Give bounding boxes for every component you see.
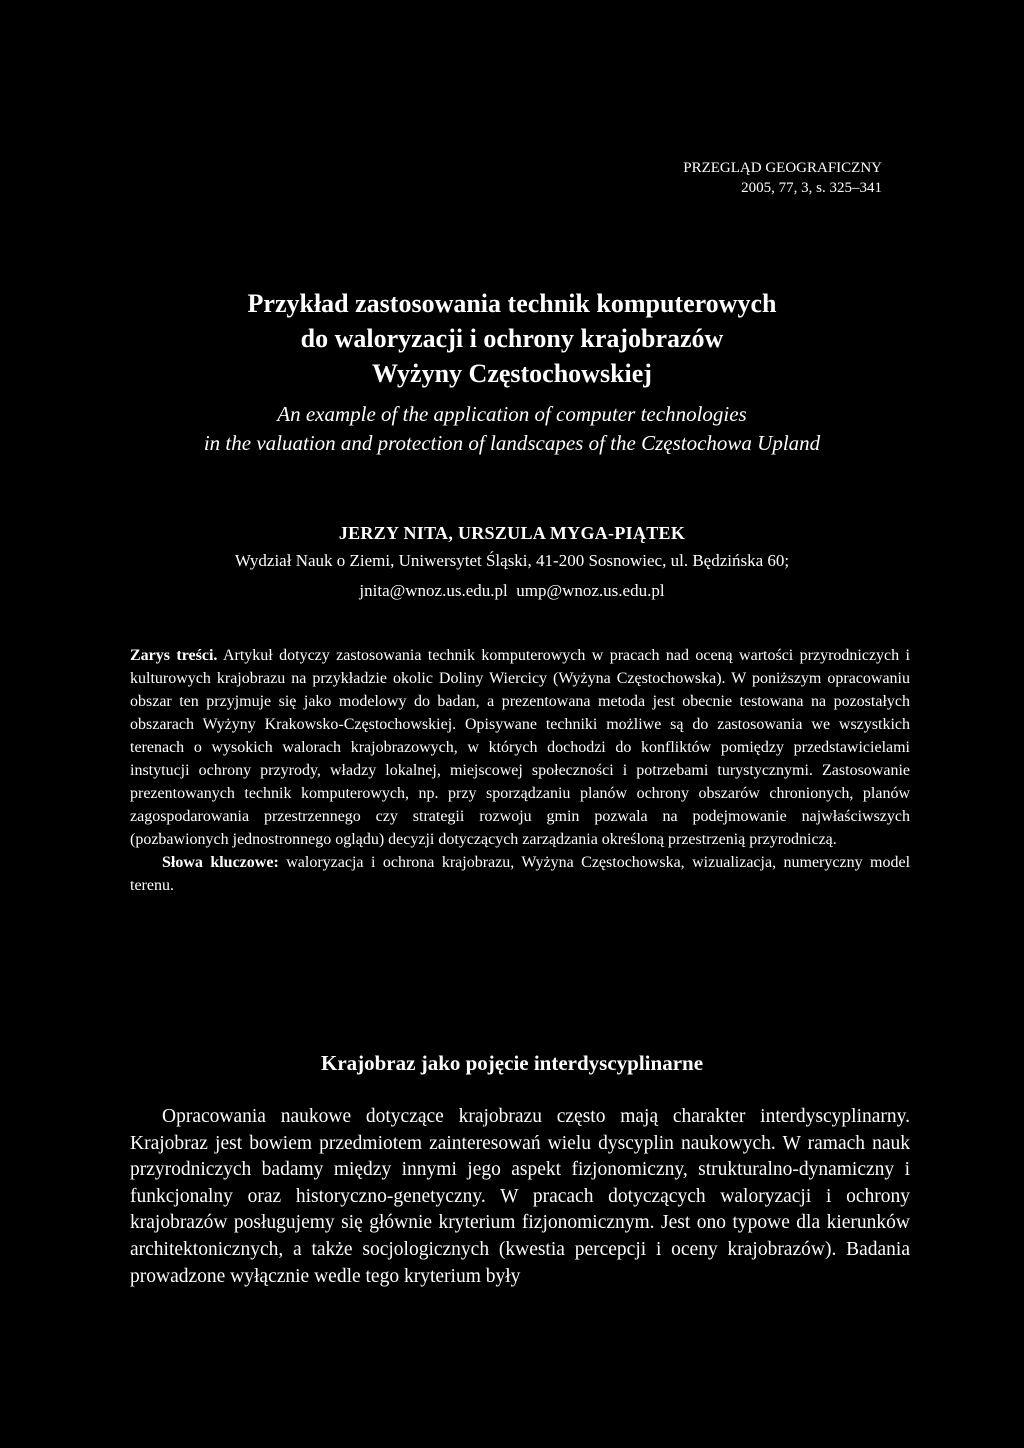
- keywords-label: Słowa kluczowe:: [162, 854, 279, 871]
- body-paragraph: Opracowania naukowe dotyczące krajobrazu często mają charakter interdyscyplinarny. Krajobraz jest bowiem przedmiotem zainteresowań wielu dyscyplin naukowych. W ramach nauk przyrodniczych badamy między innymi jego aspekt fizjonomiczny, strukturalno-dynamiczny i funkcjonalny oraz historyczno-genetyczny. W pracach dotyczących waloryzacji i ochrony krajobrazów posługujemy się głównie kryterium fizjonomicznym. Jest ono typowe dla kierunków architektonicznych, a także socjologicznych (kwestia percepcji i oceny krajobrazów). Badania prowadzone wyłącznie wedle tego kryterium były: [130, 1106, 910, 1287]
- affiliation-emails: jnita@wnoz.us.edu.pl ump@wnoz.us.edu.pl: [359, 581, 665, 600]
- abstract-text: Artykuł dotyczy zastosowania technik komputerowych w pracach nad oceną wartości przyrodniczych i kulturowych krajobrazu na przykładzie okolic Doliny Wiercicy (Wyżyna Częstochowska). W poniższym opracowaniu obszar ten przyjmuje się jako modelowy do badan, a prezentowana metoda jest obecnie testowana na pozostałych obszarach Wyżyny Krakowsko-Częstochowskiej. Opisywane techniki możliwe są do zastosowania we wszystkich terenach o wysokich walorach krajobrazowych, w których dochodzi do konfliktów pomiędzy przedstawicielami instytucji ochrony przyrody, władzy lokalnej, miejscowej społeczności i potrzebami turystycznymi. Zastosowanie prezentowanych technik komputerowych, np. przy sporządzaniu planów ochrony obszarów chronionych, planów zagospodarowania przestrzennego czy strategii rozwoju gmin pozwala na podejmowanie najwłaściwszych (pozbawionych jednostronnego oglądu) decyzji dotyczących zarządzania określoną przestrzenią przyrodniczą.: [130, 647, 911, 848]
- title-line-1: Przykład zastosowania technik komputerowych: [247, 289, 777, 318]
- keywords-text: waloryzacja i ochrona krajobrazu, Wyżyna Częstochowska, wizualizacja, numeryczny model terenu.: [130, 854, 911, 894]
- title-line-2: do waloryzacji i ochrony krajobrazów: [300, 324, 724, 353]
- abstract: [130, 644, 910, 897]
- title-en-line-1: An example of the application of computer technologies: [277, 402, 747, 426]
- affiliation-line-1: Wydział Nauk o Ziemi, Uniwersytet Śląski, 41-200 Sosnowiec, ul. Będzińska 60;: [234, 551, 790, 570]
- title-english: [0, 400, 1024, 458]
- journal-header: [683, 158, 882, 198]
- abstract-paragraph: [130, 644, 910, 851]
- journal-citation: 2005, 77, 3, s. 325–341: [741, 180, 882, 196]
- title-polish: [0, 286, 1024, 391]
- section-heading: Krajobraz jako pojęcie interdyscyplinarne: [320, 1051, 704, 1075]
- keywords-paragraph: [130, 851, 910, 897]
- abstract-label: Zarys treści.: [130, 647, 218, 664]
- title-en-line-2: in the valuation and protection of landscapes of the Częstochowa Upland: [203, 431, 821, 455]
- authors: JERZY NITA, URSZULA MYGA-PIĄTEK: [338, 523, 686, 543]
- author-block: [0, 520, 1024, 606]
- journal-name: PRZEGLĄD GEOGRAFICZNY: [683, 160, 882, 176]
- title-line-3: Wyżyny Częstochowskiej: [372, 359, 652, 388]
